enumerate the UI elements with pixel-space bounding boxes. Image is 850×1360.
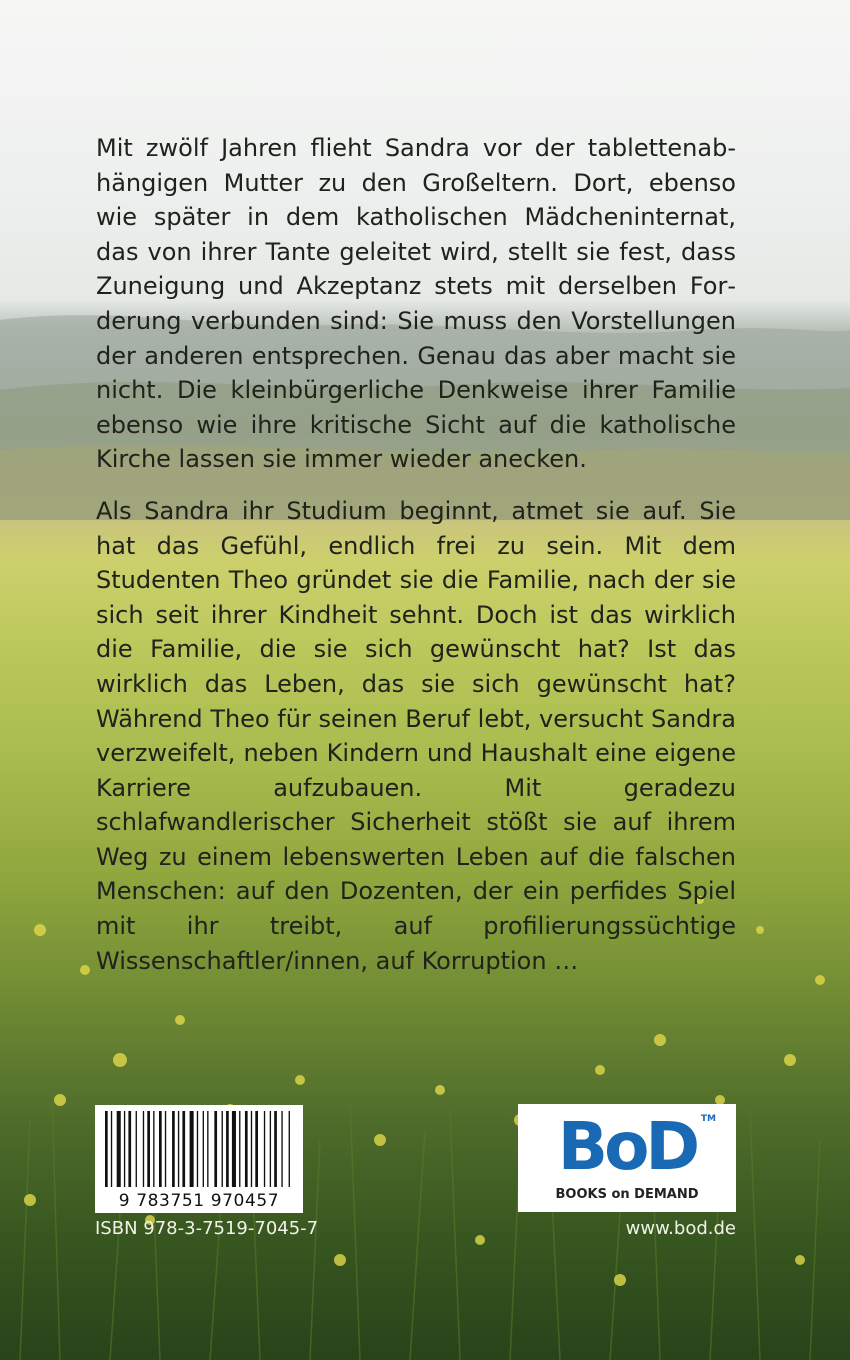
publisher-logo-mark: BoD [557, 1108, 697, 1185]
trademark-symbol: TM [700, 1114, 716, 1124]
isbn-barcode [95, 1105, 303, 1213]
publisher-tagline: BOOKS on DEMAND [555, 1187, 699, 1202]
blurb-text [96, 131, 736, 978]
publisher-url: www.bod.de [625, 1218, 736, 1239]
isbn-number: ISBN 978-3-7519-7045-7 [95, 1218, 319, 1239]
blurb-paragraph-1: Mit zwölf Jahren flieht Sandra vor der tablettenabhängigen Mutter zu den Großeltern. Dort, ebenso wie später in dem katholischen Mädcheninternat, das von ihrer Tante geleitet wird, stellt sie fest, dass Zuneigung und Akzeptanz stets mit derselben Forderung verbunden sind: Sie muss den Vorstellungen der anderen entsprechen. Genau das aber macht sie nicht. Die kleinbürgerliche Denkweise ihrer Familie ebenso wie ihre kritische Sicht auf die katholische Kirche lassen sie immer wieder anecken. [96, 134, 736, 474]
publisher-logo [518, 1104, 736, 1212]
barcode-digits: 9 783751 970457 [118, 1191, 280, 1211]
blurb-paragraph-2: Als Sandra ihr Studium beginnt, atmet sie auf. Sie hat das Gefühl, endlich frei zu sein. Mit dem Studenten Theo gründet sie die Familie, nach der sie sich seit ihrer Kindheit sehnt. Doch ist das wirklich die Familie, die sie sich gewünscht hat? Ist das wirklich das Leben, das sie sich gewünscht hat? Während Theo für seinen Beruf lebt, versucht Sandra verzweifelt, neben Kindern und Haushalt eine eigene Karriere aufzubauen. Mit geradezu schlafwandlerischer Sicherheit stößt sie auf ihrem Weg zu einem lebenswerten Leben auf die falschen Menschen: auf den Dozenten, der ein perfides Spiel mit ihr treibt, auf profilierungssüchtige Wissenschaftler/innen, auf Korruption … [96, 496, 736, 975]
